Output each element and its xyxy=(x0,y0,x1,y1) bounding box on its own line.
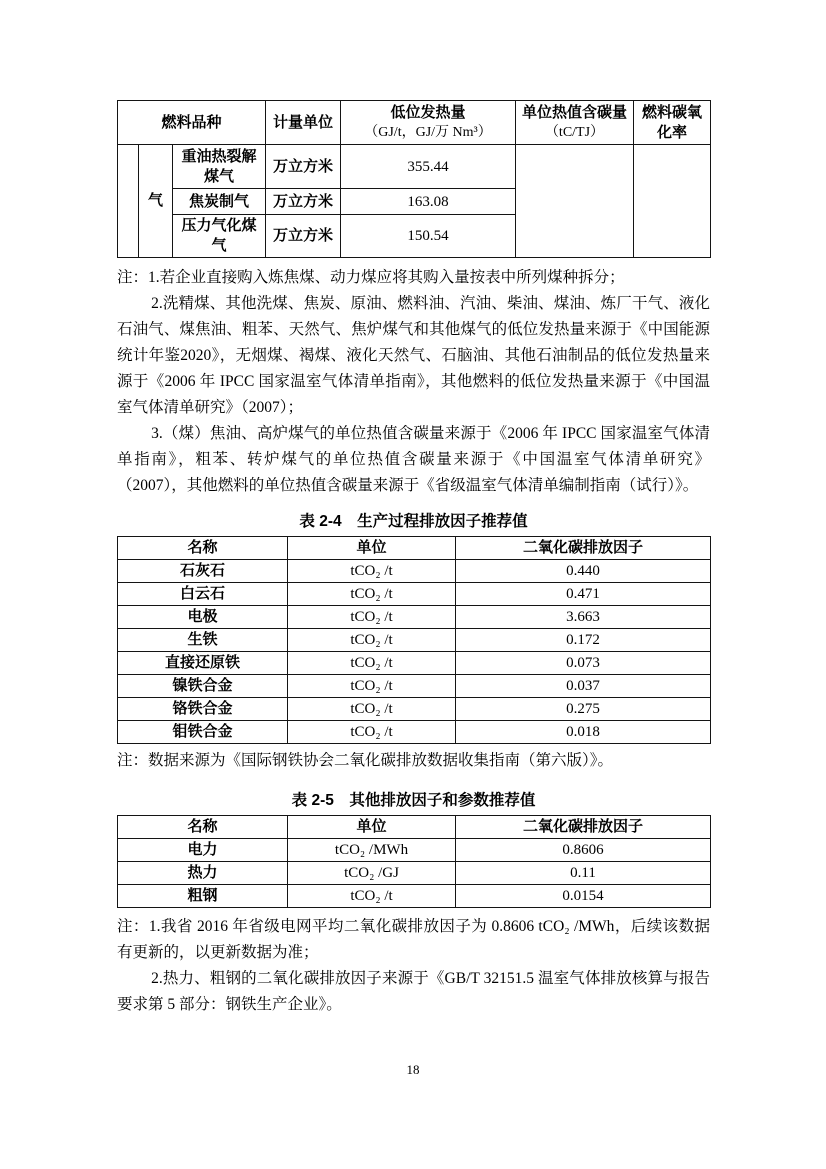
fuel-table-notes xyxy=(117,265,710,499)
table-2-5-caption: 表 2-5 其他排放因子和参数推荐值 xyxy=(291,791,536,809)
measure-unit-header: 计量单位 xyxy=(266,101,341,145)
emission-factor-value: 3.663 xyxy=(456,606,711,629)
carbon-content-empty-cell xyxy=(516,145,634,258)
unit-value: tCO₂ /MWh xyxy=(288,838,456,861)
table-2-4-header-row xyxy=(118,537,711,560)
table-row xyxy=(118,606,711,629)
table-row xyxy=(118,583,711,606)
unit-value: tCO₂ /t xyxy=(288,884,456,907)
table-2-4-note: 注：数据来源为《国际钢铁协会二氧化碳排放数据收集指南（第六版）》。 xyxy=(117,752,614,769)
unit-value: tCO₂ /t xyxy=(288,675,456,698)
co2-factor-column-header: 二氧化碳排放因子 xyxy=(456,815,711,838)
unit-value: tCO₂ /t xyxy=(288,583,456,606)
table-row xyxy=(118,675,711,698)
note-line: 3.（煤）焦油、高炉煤气的单位热值含碳量来源于《2006 年 IPCC 国家温室气体清单指南》，粗苯、转炉煤气的单位热值含碳量来源于《中国温室气体清单研究》（2007），其他燃料的单位热值含碳量来源于《省级温室气体清单编制指南（试行）》。 xyxy=(117,425,710,494)
fuel-name: 重油热裂解煤气 xyxy=(173,145,266,189)
fuel-row-1 xyxy=(118,145,711,189)
fuel-heating-value: 355.44 xyxy=(341,145,516,189)
emission-factor-value: 0.275 xyxy=(456,698,711,721)
table-row xyxy=(118,721,711,744)
table-row xyxy=(118,652,711,675)
table-row xyxy=(118,861,711,884)
fuel-heating-value: 163.08 xyxy=(341,189,516,215)
note-line: 注：1.我省 2016 年省级电网平均二氧化碳排放因子为 0.8606 tCO₂ /MWh，后续该数据有更新的，以更新数据为准； xyxy=(117,917,710,961)
material-name: 生铁 xyxy=(118,629,288,652)
fuel-group-gas: 气 xyxy=(139,145,173,258)
fuel-name: 焦炭制气 xyxy=(173,189,266,215)
page-content xyxy=(117,0,710,1018)
name-column-header: 名称 xyxy=(118,815,288,838)
emission-factor-value: 0.018 xyxy=(456,721,711,744)
table-2-4 xyxy=(117,536,711,744)
emission-factor-value: 0.037 xyxy=(456,675,711,698)
unit-value: tCO₂ /t xyxy=(288,721,456,744)
co2-factor-column-header: 二氧化碳排放因子 xyxy=(456,537,711,560)
table-row xyxy=(118,629,711,652)
table-2-4-caption: 表 2-4 生产过程排放因子推荐值 xyxy=(299,513,528,530)
note-line: 注：1.若企业直接购入炼焦煤、动力煤应将其购入量按表中所列煤种拆分； xyxy=(117,269,625,286)
oxidation-rate-empty-cell xyxy=(634,145,711,258)
fuel-category-empty-cell xyxy=(118,145,139,258)
fuel-unit: 万立方米 xyxy=(266,189,341,215)
carbon-content-header xyxy=(516,101,634,145)
table-2-5-header-row xyxy=(118,815,711,838)
carbon-content-header-unit: （tC/TJ） xyxy=(544,125,605,140)
material-name: 镍铁合金 xyxy=(118,675,288,698)
table-row xyxy=(118,560,711,583)
carbon-content-header-title: 单位热值含碳量 xyxy=(521,104,627,121)
material-name: 白云石 xyxy=(118,583,288,606)
material-name: 电力 xyxy=(118,838,288,861)
unit-value: tCO₂ /t xyxy=(288,606,456,629)
note-line: 2.洗精煤、其他洗煤、焦炭、原油、燃料油、汽油、柴油、煤油、炼厂干气、液化石油气、煤焦油、粗苯、天然气、焦炉煤气和其他煤气的低位发热量来源于《中国能源统计年鉴2020》，无烟煤、褐煤、液化天然气、石脑油、其他石油制品的低位发热量来源于《2006 年 IPCC 国家温室气体清单指南》，其他燃料的低位发热量来源于《中国温室气体清单研究》（2007）； xyxy=(117,295,710,416)
fuel-type-header: 燃料品种 xyxy=(118,101,266,145)
table-2-4-body xyxy=(118,560,711,744)
emission-factor-value: 0.440 xyxy=(456,560,711,583)
fuel-heating-value: 150.54 xyxy=(341,215,516,258)
unit-value: tCO₂ /t xyxy=(288,629,456,652)
table-2-5-body xyxy=(118,838,711,907)
material-name: 直接还原铁 xyxy=(118,652,288,675)
emission-factor-value: 0.172 xyxy=(456,629,711,652)
table-row xyxy=(118,698,711,721)
emission-factor-value: 0.0154 xyxy=(456,884,711,907)
material-name: 粗钢 xyxy=(118,884,288,907)
unit-value: tCO₂ /t xyxy=(288,698,456,721)
table-row xyxy=(118,884,711,907)
unit-value: tCO₂ /t xyxy=(288,652,456,675)
emission-factor-value: 0.073 xyxy=(456,652,711,675)
note-line: 2.热力、粗钢的二氧化碳排放因子来源于《GB/T 32151.5 温室气体排放核算与报告要求第 5 部分：钢铁生产企业》。 xyxy=(117,969,710,1013)
material-name: 热力 xyxy=(118,861,288,884)
emission-factor-value: 0.11 xyxy=(456,861,711,884)
material-name: 石灰石 xyxy=(118,560,288,583)
unit-column-header: 单位 xyxy=(288,815,456,838)
heating-value-header xyxy=(341,101,516,145)
emission-factor-value: 0.8606 xyxy=(456,838,711,861)
table-row xyxy=(118,838,711,861)
fuel-heating-value-table xyxy=(117,100,711,258)
page-number: 18 xyxy=(406,1062,420,1077)
unit-column-header: 单位 xyxy=(288,537,456,560)
emission-factor-value: 0.471 xyxy=(456,583,711,606)
material-name: 电极 xyxy=(118,606,288,629)
table-2-5 xyxy=(117,815,711,908)
table-2-5-notes xyxy=(117,914,710,1018)
material-name: 钼铁合金 xyxy=(118,721,288,744)
unit-value: tCO₂ /t xyxy=(288,560,456,583)
fuel-name: 压力气化煤气 xyxy=(173,215,266,258)
heating-value-header-title: 低位发热量 xyxy=(390,104,466,121)
fuel-table-header-row xyxy=(118,101,711,145)
name-column-header: 名称 xyxy=(118,537,288,560)
oxidation-rate-header: 燃料碳氧化率 xyxy=(634,101,711,145)
unit-value: tCO₂ /GJ xyxy=(288,861,456,884)
material-name: 铬铁合金 xyxy=(118,698,288,721)
fuel-unit: 万立方米 xyxy=(266,215,341,258)
heating-value-header-unit: （GJ/t，GJ/万 Nm³） xyxy=(364,125,492,140)
fuel-unit: 万立方米 xyxy=(266,145,341,189)
